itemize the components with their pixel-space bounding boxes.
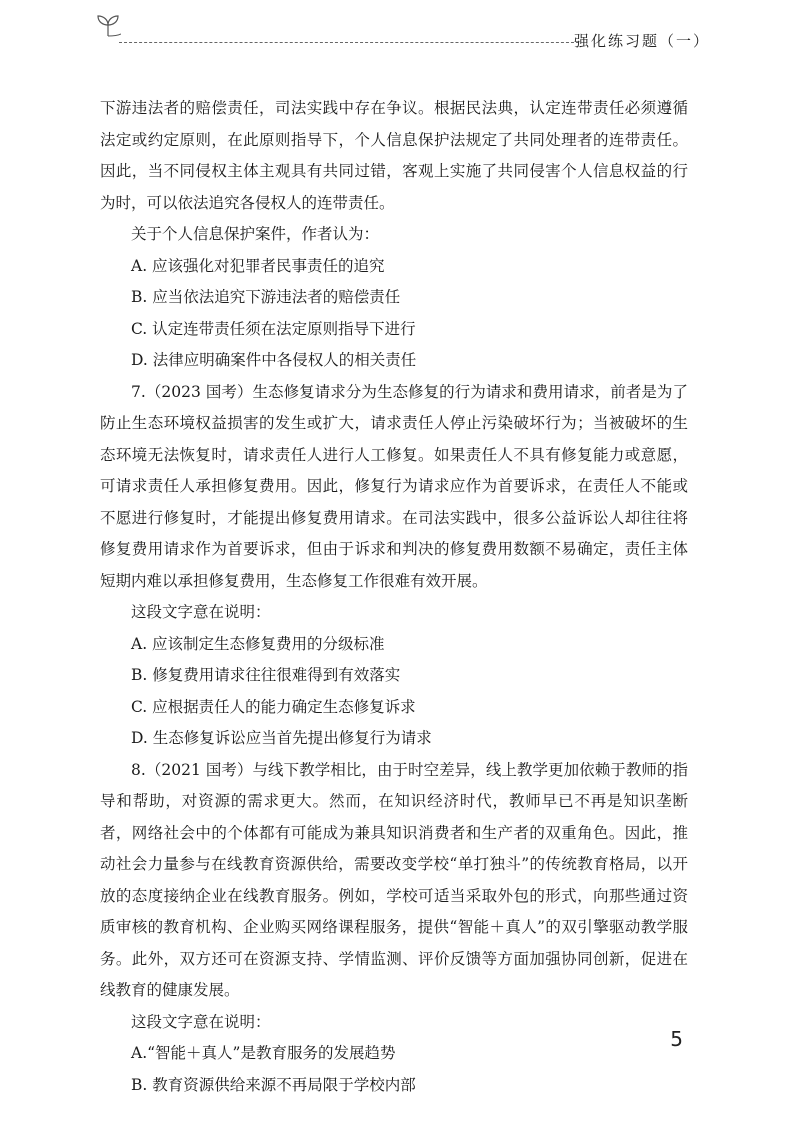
- q7-stem: 这段文字意在说明：: [131, 603, 271, 621]
- header-divider: [119, 42, 579, 43]
- q6-option-b: B. 应当依法追究下游违法者的赔偿责任: [131, 288, 401, 306]
- q6-stem: 关于个人信息保护案件，作者认为：: [131, 225, 380, 243]
- q8-passage: 8.（2021 国考）与线下教学相比，由于时空差异，线上教学更加依赖于教师的指导和帮助，对资源的需求更大。然而，在知识经济时代，教师早已不再是知识垄断者，网络社会中的个体都有可能成为兼具知识消费者和生产者的双重角色。因此，推动社会力量参与在线教育资源供给，需要改变学校“单打独斗”的传统教育格局，以开放的态度接纳企业在线教育服务。例如，学校可适当采取外包的形式，向那些通过资质审核的教育机构、企业购买网络课程服务，提供“智能＋真人”的双引擎驱动教学服务。此外，双方还可在资源支持、学情监测、评价反馈等方面加强协同创新，促进在线教育的健康发展。: [100, 760, 688, 999]
- page-number: 5: [670, 1027, 683, 1051]
- q8-option-a: A.“智能＋真人”是教育服务的发展趋势: [131, 1044, 396, 1062]
- q7-passage: 7.（2023 国考）生态修复请求分为生态修复的行为请求和费用请求，前者是为了防止生态环境权益损害的发生或扩大，请求责任人停止污染破坏行为；当被破坏的生态环境无法恢复时，请求责任人进行人工修复。如果责任人不具有修复能力或意愿，可请求责任人承担修复费用。因此，修复行为请求应作为首要诉求，在责任人不能或不愿进行修复时，才能提出修复费用请求。在司法实践中，很多公益诉讼人却往往将修复费用请求作为首要诉求，但由于诉求和判决的修复费用数额不易确定，责任主体短期内难以承担修复费用，生态修复工作很难有效开展。: [100, 382, 688, 590]
- q6-option-d: D. 法律应明确案件中各侵权人的相关责任: [131, 351, 417, 369]
- leaf-sprout-icon: [95, 12, 121, 38]
- q6-option-c: C. 认定连带责任须在法定原则指导下进行: [131, 319, 416, 338]
- q6-option-a: A. 应该强化对犯罪者民事责任的追究: [131, 256, 385, 275]
- page-header: [95, 10, 715, 50]
- q7-option-d: D. 生态修复诉讼应当首先提出修复行为请求: [131, 729, 432, 747]
- section-title: 强化练习题（一）: [573, 32, 710, 50]
- q7-option-a: A. 应该制定生态修复费用的分级标准: [131, 634, 385, 653]
- q7-option-c: C. 应根据责任人的能力确定生态修复诉求: [131, 697, 416, 716]
- intro-paragraph: 下游违法者的赔偿责任，司法实践中存在争议。根据民法典，认定连带责任必须遵循法定或约定原则，在此原则指导下，个人信息保护法规定了共同处理者的连带责任。因此，当不同侵权主体主观具有共同过错，客观上实施了共同侵害个人信息权益的行为时，可以依法追究各侵权人的连带责任。: [100, 99, 688, 212]
- q8-stem: 这段文字意在说明：: [131, 1012, 271, 1031]
- q7-option-b: B. 修复费用请求往往很难得到有效落实: [131, 666, 401, 684]
- q8-option-b: B. 教育资源供给来源不再局限于学校内部: [131, 1075, 416, 1094]
- page-content: [100, 93, 688, 1101]
